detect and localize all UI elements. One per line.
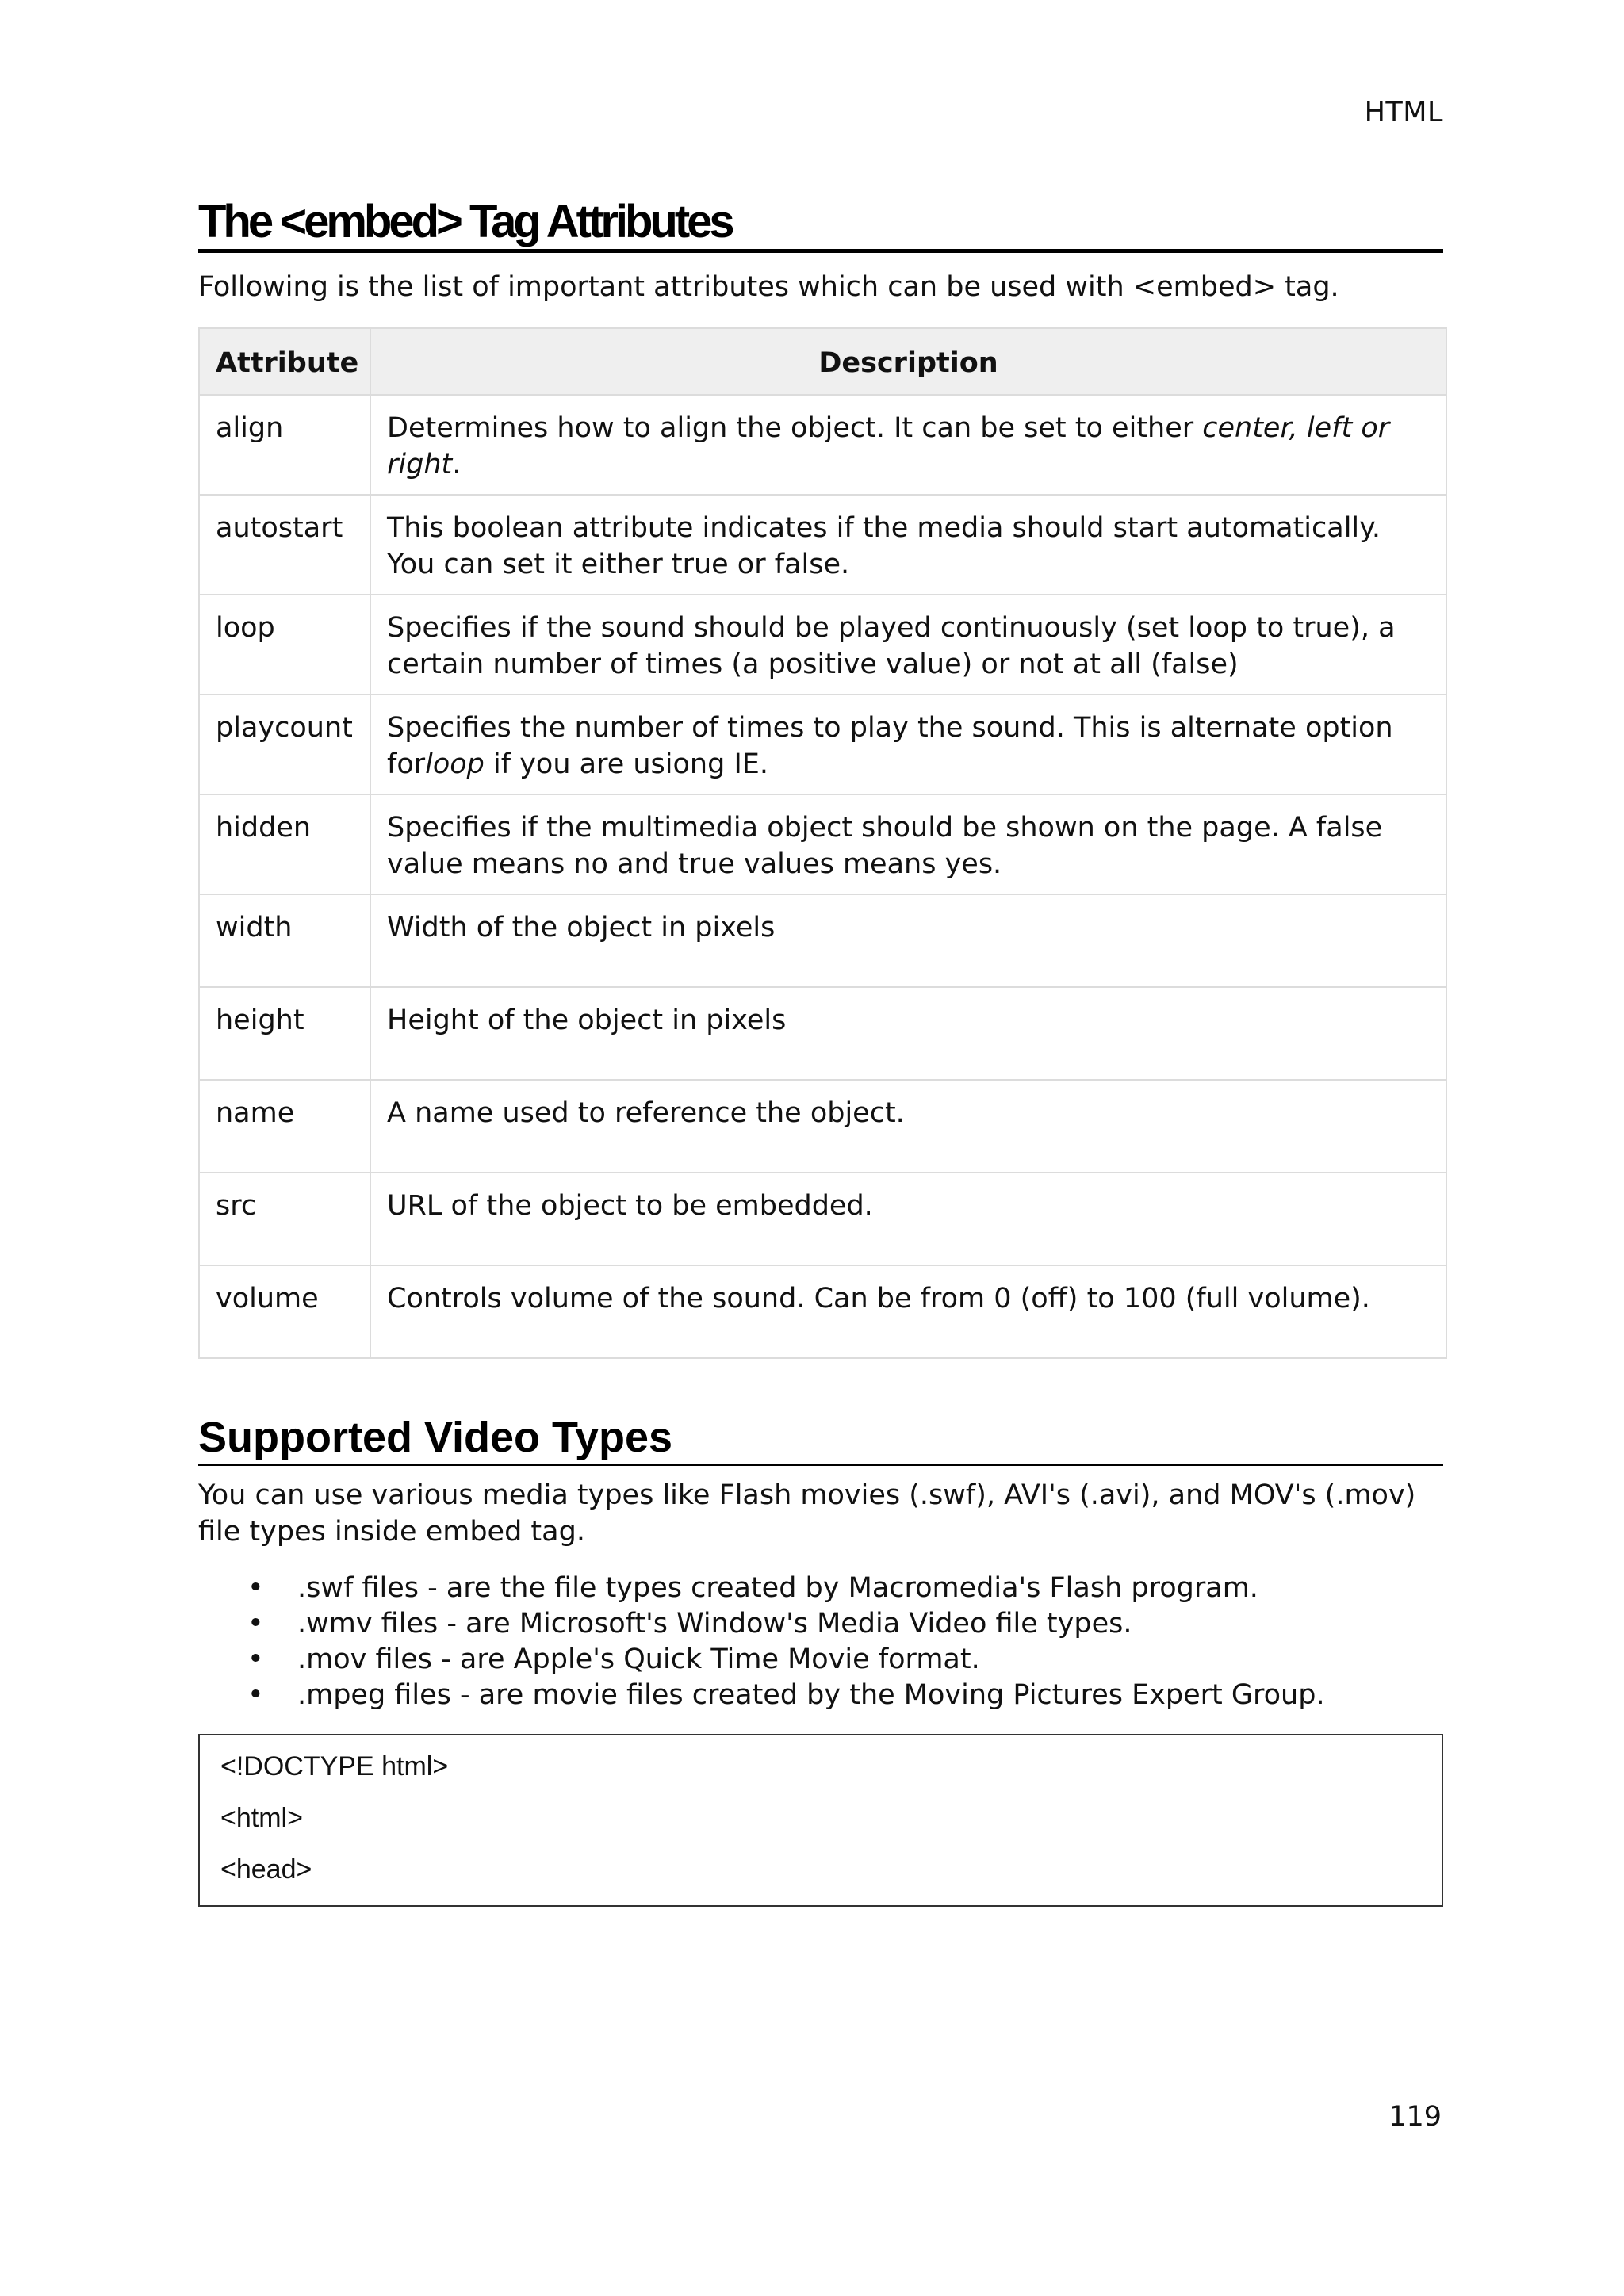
description-cell: [370, 695, 1446, 794]
list-item: [198, 1571, 1443, 1606]
video-types-intro: You can use various media types like Flash movies (.swf), AVI's (.avi), and MOV's (.mov) file types inside embed tag.: [198, 1479, 1416, 1548]
description-cell: [370, 395, 1446, 495]
description-cell: Specifies if the sound should be played continuously (set loop to true), a certain number of times (a positive value) or not at all (false): [370, 595, 1446, 695]
running-header: HTML: [1364, 97, 1443, 128]
table-row: [199, 987, 1446, 1080]
description-cell: Width of the object in pixels: [370, 894, 1446, 987]
list-item: [198, 1606, 1443, 1642]
attribute-cell: autostart: [199, 495, 370, 595]
page-content: [198, 195, 1443, 1907]
video-types-list: [198, 1571, 1443, 1713]
table-row: [199, 894, 1446, 987]
description-text: Determines how to align the object. It can be set to either: [387, 412, 1203, 444]
code-line: <head>: [220, 1854, 312, 1885]
description-cell: Controls volume of the sound. Can be from 0 (off) to 100 (full volume).: [370, 1265, 1446, 1358]
attribute-cell: volume: [199, 1265, 370, 1358]
attribute-cell: width: [199, 894, 370, 987]
video-types-heading: Supported Video Types: [198, 1411, 1443, 1466]
page-number: 119: [1388, 2101, 1442, 2133]
description-column-header: Description: [370, 328, 1446, 395]
list-item-text: .mov files - are Apple's Quick Time Movie format.: [297, 1644, 980, 1675]
description-cell: Height of the object in pixels: [370, 987, 1446, 1080]
description-tail-text: .: [452, 449, 462, 480]
attribute-cell: playcount: [199, 695, 370, 794]
description-italic-text: center, left or right: [387, 412, 1390, 480]
embed-attributes-table: [198, 327, 1447, 1359]
bullet-icon: •: [247, 1679, 264, 1711]
attribute-column-header: Attribute: [199, 328, 370, 395]
attribute-cell: name: [199, 1080, 370, 1173]
bullet-icon: •: [247, 1572, 264, 1604]
table-row: [199, 695, 1446, 794]
list-item-text: .wmv files - are Microsoft's Window's Media Video file types.: [297, 1608, 1132, 1640]
table-row: [199, 1080, 1446, 1173]
video-types-section: [198, 1411, 1443, 1907]
attribute-cell: hidden: [199, 794, 370, 894]
table-row: [199, 495, 1446, 595]
description-cell: This boolean attribute indicates if the media should start automatically. You can set it either true or false.: [370, 495, 1446, 595]
code-line: <html>: [220, 1803, 303, 1833]
attribute-cell: loop: [199, 595, 370, 695]
description-cell: Specifies if the multimedia object should be shown on the page. A false value means no and true values means yes.: [370, 794, 1446, 894]
table-row: [199, 595, 1446, 695]
list-item-text: .mpeg files - are movie files created by the Moving Pictures Expert Group.: [297, 1679, 1325, 1711]
table-row: [199, 1265, 1446, 1358]
table-header-row: [199, 328, 1446, 395]
description-text: Specifies the number of times to play the sound. This is alternate option for: [387, 712, 1393, 780]
code-line: <!DOCTYPE html>: [220, 1751, 449, 1781]
bullet-icon: •: [247, 1608, 264, 1640]
code-example-box: [198, 1734, 1443, 1907]
table-row: [199, 395, 1446, 495]
description-italic-text: loop: [425, 748, 485, 780]
description-cell: URL of the object to be embedded.: [370, 1173, 1446, 1265]
description-tail-text: if you are usiong IE.: [484, 748, 769, 780]
attribute-cell: src: [199, 1173, 370, 1265]
list-item-text: .swf files - are the file types created by Macromedia's Flash program.: [297, 1572, 1258, 1604]
attribute-cell: height: [199, 987, 370, 1080]
bullet-icon: •: [247, 1644, 264, 1675]
description-cell: A name used to reference the object.: [370, 1080, 1446, 1173]
embed-intro-paragraph: Following is the list of important attributes which can be used with <embed> tag.: [198, 271, 1339, 303]
table-row: [199, 1173, 1446, 1265]
attribute-cell: align: [199, 395, 370, 495]
list-item: [198, 1642, 1443, 1678]
embed-attributes-heading: The <embed> Tag Attributes: [198, 195, 1443, 253]
list-item: [198, 1678, 1443, 1713]
table-row: [199, 794, 1446, 894]
